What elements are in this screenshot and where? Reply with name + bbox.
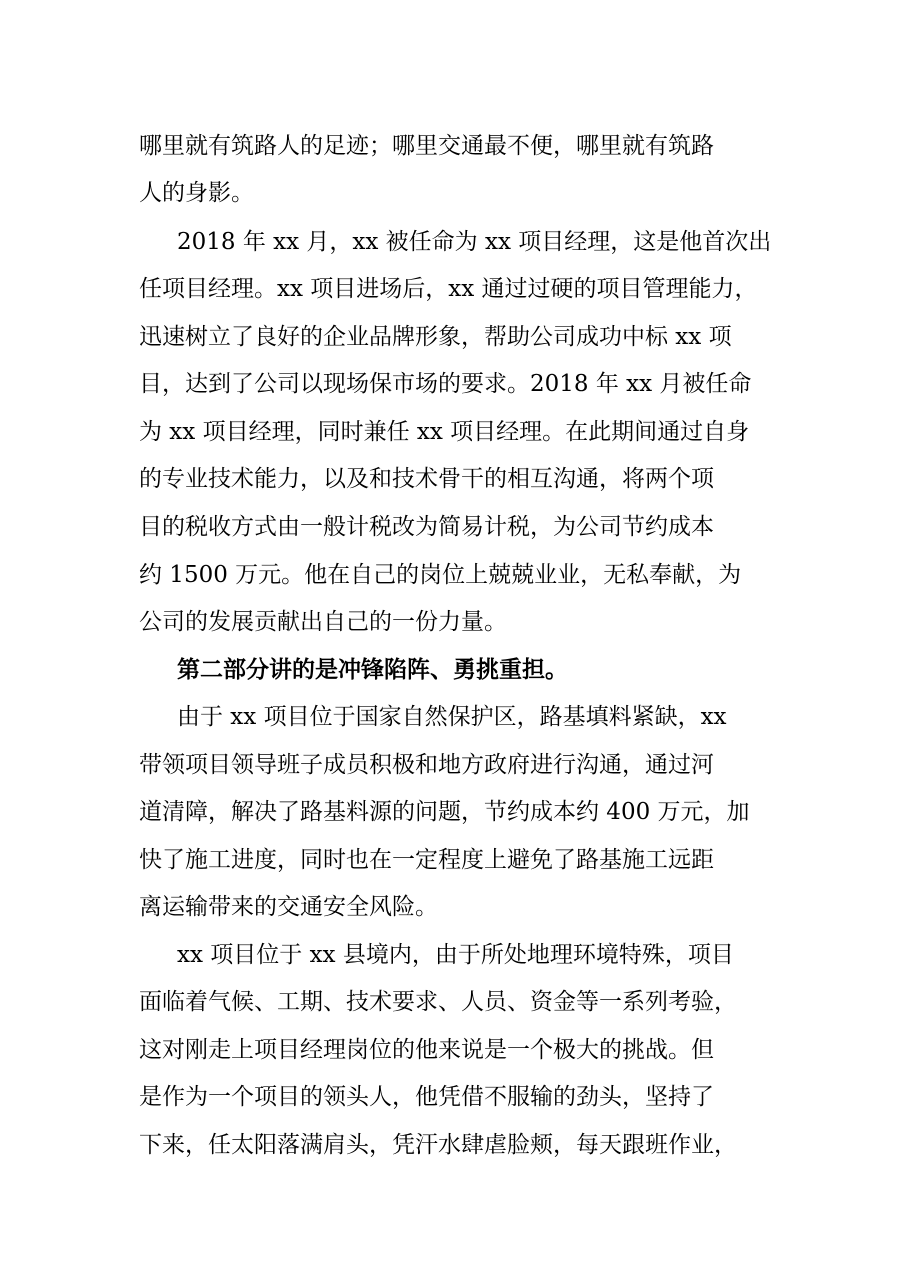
paragraph-3-line-1: 由于 xx 项目位于国家自然保护区，路基填料紧缺，xx: [177, 704, 727, 730]
paragraph-4-line-4: 是作为一个项目的领头人，他凭借不服输的劲头，坚持了: [139, 1084, 714, 1110]
section-heading: 第二部分讲的是冲锋陷阵、勇挑重担。: [177, 656, 568, 683]
paragraph-4-line-5: 下来，任太阳落满肩头，凭汗水肆虐脸颊，每天跟班作业，: [139, 1132, 737, 1158]
paragraph-1-line-2: 人的身影。: [139, 180, 254, 206]
paragraph-2-line-8: 约 1500 万元。他在自己的岗位上兢兢业业，无私奉献，为: [139, 562, 742, 588]
paragraph-2-line-6: 的专业技术能力，以及和技术骨干的相互沟通，将两个项: [139, 466, 714, 492]
paragraph-3-line-2: 带领项目领导班子成员积极和地方政府进行沟通，通过河: [139, 752, 714, 778]
paragraph-2-line-9: 公司的发展贡献出自己的一份力量。: [139, 609, 507, 635]
paragraph-3-line-3: 道清障，解决了路基料源的问题，节约成本约 400 万元，加: [139, 799, 750, 825]
paragraph-3-line-4: 快了施工进度，同时也在一定程度上避免了路基施工远距: [139, 847, 714, 873]
paragraph-2-line-7: 目的税收方式由一般计税改为简易计税，为公司节约成本: [139, 514, 714, 540]
paragraph-4-line-3: 这对刚走上项目经理岗位的他来说是一个极大的挑战。但: [139, 1037, 714, 1063]
paragraph-2-line-5: 为 xx 项目经理，同时兼任 xx 项目经理。在此期间通过自身: [139, 419, 750, 445]
paragraph-2-line-1: 2018 年 xx 月，xx 被任命为 xx 项目经理，这是他首次出: [177, 229, 772, 255]
paragraph-2-line-3: 迅速树立了良好的企业品牌形象，帮助公司成功中标 xx 项: [139, 324, 732, 350]
paragraph-3-line-5: 离运输带来的交通安全风险。: [139, 894, 438, 920]
paragraph-2-line-2: 任项目经理。xx 项目进场后，xx 通过过硬的项目管理能力，: [139, 276, 758, 302]
paragraph-4-line-2: 面临着气候、工期、技术要求、人员、资金等一系列考验，: [139, 989, 737, 1015]
paragraph-4-line-1: xx 项目位于 xx 县境内，由于所处地理环境特殊，项目: [177, 942, 734, 968]
paragraph-1-line-1: 哪里就有筑路人的足迹；哪里交通最不便，哪里就有筑路: [139, 133, 714, 159]
paragraph-2-line-4: 目，达到了公司以现场保市场的要求。2018 年 xx 月被任命: [139, 371, 752, 397]
